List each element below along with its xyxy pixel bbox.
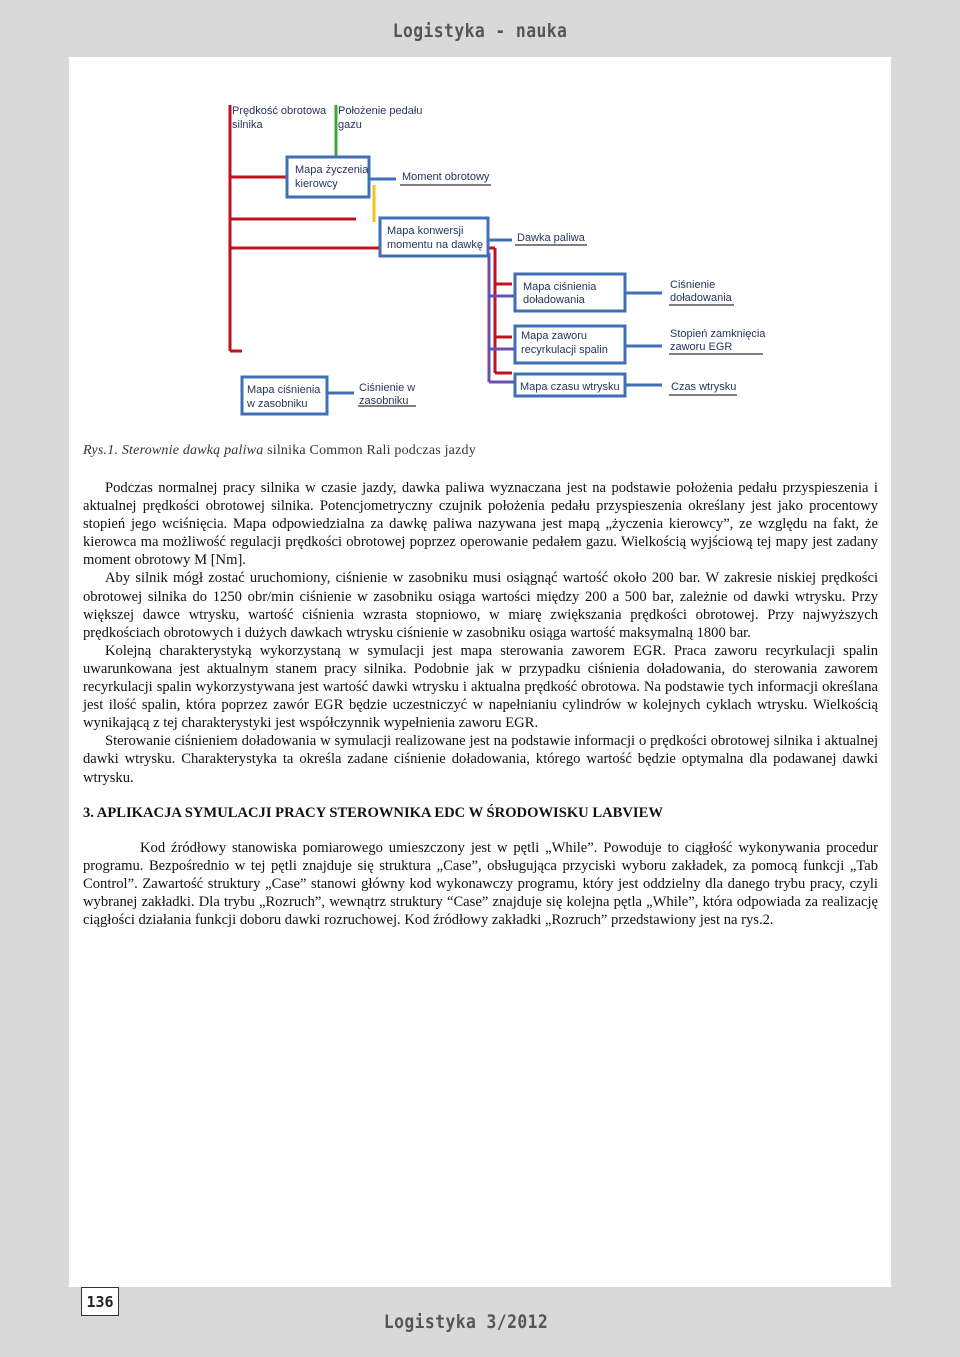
output-rail-pressure-label: Ciśnienie w zasobniku: [359, 382, 416, 407]
output-injection-time-label: Czas wtrysku: [671, 381, 737, 393]
article-body: [83, 479, 878, 929]
box-injection-time-map-label: Mapa czasu wtrysku: [520, 381, 620, 393]
paragraph: Kod źródłowy stanowiska pomiarowego umieszczony jest w pętli „While”. Powoduje to ciągłość wykonywania procedur programu. Bezpośrednio w tej pętli znajduje się struktura „Case”, obsługująca przyciski wyboru zakładek, za pomocą funkcji „Tab Control”. Zawartość struktury „Case” stanowi główny kod wykonawczy programu, który jest oddzielny dla danego trybu pracy, czyli wybranej zakładki. Dla trybu „Rozruch”, wewnątrz struktury “Case” znajduje się kolejna pętla „While”, która odpowiada za realizację ciągłości działania funkcji doboru dawki rozruchowej. Kod źródłowy zakładki „Rozruch” przedstawiony jest na rys.2.: [83, 839, 878, 929]
output-fuel-dose-label: Dawka paliwa: [517, 232, 585, 244]
output-egr-closure-label: Stopień zamknięcia zaworu EGR: [670, 328, 766, 353]
output-torque-label: Moment obrotowy: [402, 171, 490, 183]
box-driver-wish-label: Mapa życzenia kierowcy: [295, 164, 369, 190]
box-rail-pressure-map-label: Mapa ciśnienia w zasobniku: [247, 384, 321, 410]
footer-journal: Logistyka 3/2012: [383, 1311, 549, 1333]
figure-caption-rest: silnika Common Rali podczas jazdy: [263, 443, 476, 458]
input-engine-speed-label: Prędkość obrotowa silnika: [232, 105, 327, 131]
paragraph: Podczas normalnej pracy silnika w czasie jazdy, dawka paliwa wyznaczana jest na podstawie położenia pedału przyspieszenia i aktualnej prędkości obrotowej silnika. Potencjometryczny czujnik położenia pedału przyspieszenia określany jest jako procentowy stopień jego wciśnięcia. Mapa odpowiedzialna za dawkę paliwa nazywana jest mapą „życzenia kierowcy”, ze względu na fakt, że kierowca ma możliwość regulacji prędkości obrotowej poprzez operowanie pedałem gazu. Wielkością wyjściową tej mapy jest zadany moment obrotowy M [Nm].: [83, 480, 878, 569]
figure-caption: [83, 443, 883, 459]
box-torque-conversion-label: Mapa konwersji momentu na dawkę: [387, 225, 483, 251]
box-egr-map-label: Mapa zaworu recyrkulacji spalin: [521, 330, 608, 356]
paragraph: Sterowanie ciśnieniem doładowania w symulacji realizowane jest na podstawie informacji o prędkości obrotowej silnika i aktualnej dawki wtrysku. Charakterystyka ta określa zadane ciśnienie doładowania, którego wartość będzie optymalna dla podawanej dawki wtrysku.: [83, 733, 878, 786]
page-number: 136: [81, 1287, 119, 1316]
header-title: Logistyka - nauka: [392, 20, 568, 42]
box-boost-pressure-map-label: Mapa ciśnienia doładowania: [523, 281, 597, 306]
input-pedal-position-label: Położenie pedału gazu: [338, 105, 423, 131]
paragraph: Aby silnik mógł zostać uruchomiony, ciśnienie w zasobniku musi osiągnąć wartość około 200 bar. W zakresie niskiej prędkości obrotowej silnika do 1250 obr/min ciśnienie w zasobniku osiąga wartości między 200 a 500 bar, zależnie od dawki wtrysku. Przy większej dawce wtrysku, wartość ciśnienia wzrasta stopniowo, w miarę zwiększania prędkości obrotowej. Przy najwyższych prędkościach obrotowych i dużych dawkach wtrysku ciśnienie w zasobniku osiąga wartość maksymalną 1800 bar.: [83, 570, 878, 641]
figure-caption-prefix: Rys.1. Sterownie dawką paliwa: [83, 443, 264, 458]
output-boost-pressure-label: Ciśnienie doładowania: [670, 279, 732, 304]
fuel-dose-control-diagram: [69, 57, 891, 432]
paragraph: Kolejną charakterystyką wykorzystaną w symulacji jest mapa sterowania zaworem EGR. Praca zaworu recyrkulacji spalin uwarunkowana jest aktualnym stanem pracy silnika. Podobnie jak w przypadku ciśnienia doładowania, do sterowania zaworem recyrkulacji spalin wykorzystywana jest wartość dawki wtrysku i aktualna prędkość obrotowa. Na podstawie tych informacji określana jest ilość spalin, która poprzez zawór EGR będzie uczestniczyć w napełnianiu cylindrów w kolejnych cyklach wtrysku. Wielkością wynikającą z tej charakterystyki jest współczynnik wypełnienia zaworu EGR.: [83, 642, 878, 732]
fuel-dose-lines: [489, 253, 514, 382]
section-heading: 3. APLIKACJA SYMULACJI PRACY STEROWNIKA EDC W ŚRODOWISKU LABVIEW: [83, 804, 663, 821]
